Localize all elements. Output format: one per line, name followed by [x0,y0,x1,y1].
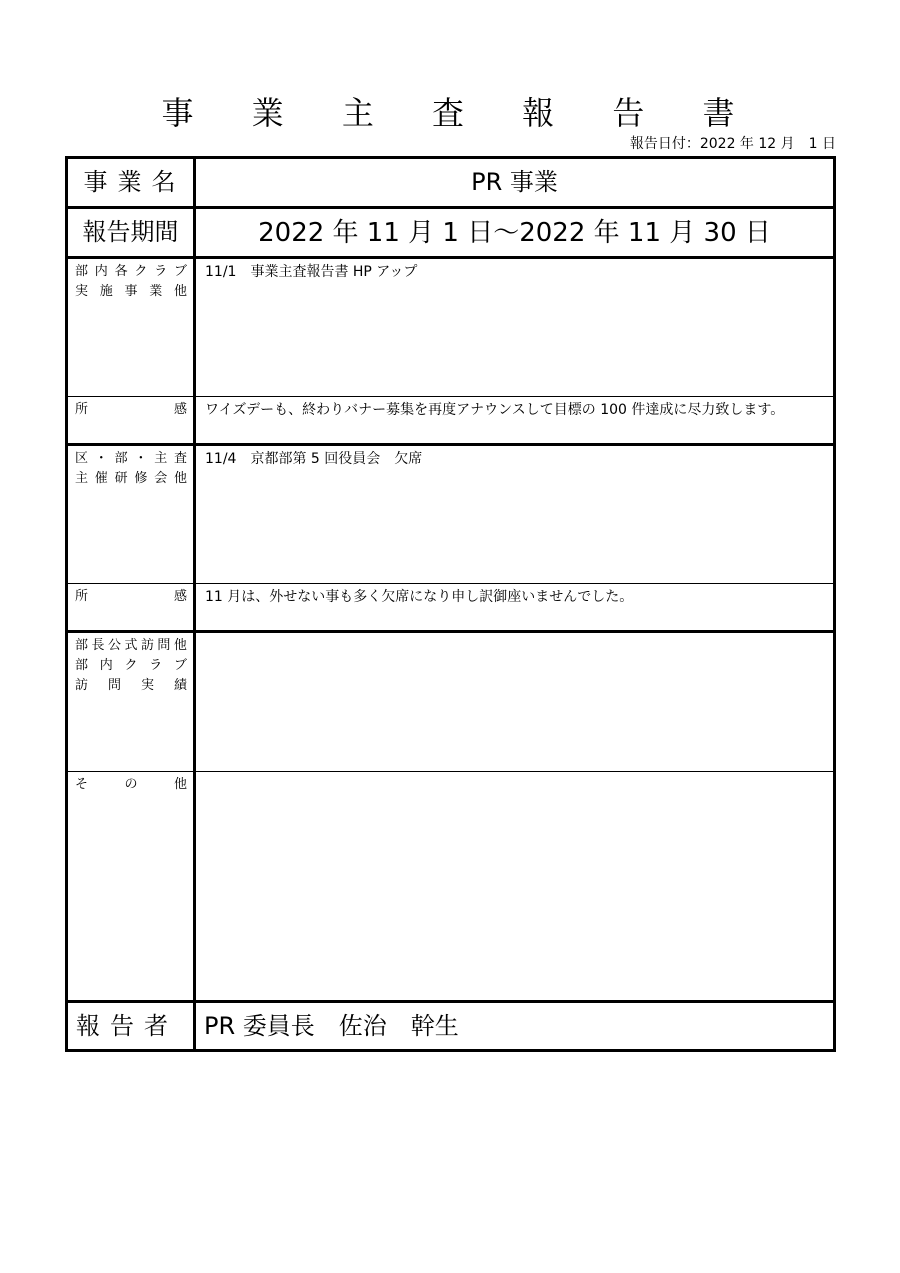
other-content[interactable] [196,772,833,1000]
club-activities-content[interactable]: 11/1 事業主査報告書 HP アップ [205,264,418,280]
club-activities-row [68,259,833,397]
report-form [65,156,836,1052]
district-seminar-row [68,446,833,584]
reporter-value[interactable]: PR 委員長 佐治 幹生 [204,1012,459,1040]
report-period-value[interactable]: 2022 年 11 月 1 日～2022 年 11 月 30 日 [258,218,771,248]
impression1-row [68,397,833,446]
district-seminar-content[interactable]: 11/4 京都部第 5 回役員会 欠席 [205,451,423,467]
official-visits-label [68,633,196,771]
page-title: 事 業 主 査 報 告 書 [161,94,759,132]
reporter-row [68,1003,833,1049]
club-activities-label-line1: 部 内 各 ク ラ ブ [75,264,187,279]
official-visits-row [68,633,833,772]
other-label: そ の 他 [68,772,196,1000]
club-activities-label-line2: 実 施 事 業 他 [75,284,187,299]
report-period-label: 報告期間 [68,209,196,256]
impression2-label: 所 感 [68,584,196,630]
impression1-content[interactable]: ワイズデーも、終わりバナー募集を再度アナウンスして目標の 100 件達成に尽力致します。 [205,402,785,418]
business-name-value[interactable]: PR 事業 [471,168,558,196]
club-activities-label [68,259,196,396]
report-date: 報告日付：2022 年 12 月 1 日 [629,136,836,152]
official-visits-content[interactable] [196,633,833,771]
official-visits-label-line2: 部 内 ク ラ ブ [75,658,187,673]
impression2-row [68,584,833,633]
district-seminar-label [68,446,196,583]
impression1-label: 所 感 [68,397,196,443]
business-name-row [68,159,833,209]
district-seminar-label-line1: 区 ・ 部 ・ 主 査 [75,451,187,466]
business-name-label: 事業名 [68,159,196,206]
official-visits-label-line1: 部 長 公 式 訪 問 他 [75,638,187,653]
district-seminar-label-line2: 主 催 研 修 会 他 [75,471,187,486]
official-visits-label-line3: 訪 問 実 績 [75,678,187,693]
report-period-row [68,209,833,259]
reporter-label: 報告者 [68,1003,196,1049]
other-row [68,772,833,1003]
impression2-content[interactable]: 11 月は、外せない事も多く欠席になり申し訳御座いませんでした。 [205,589,634,605]
